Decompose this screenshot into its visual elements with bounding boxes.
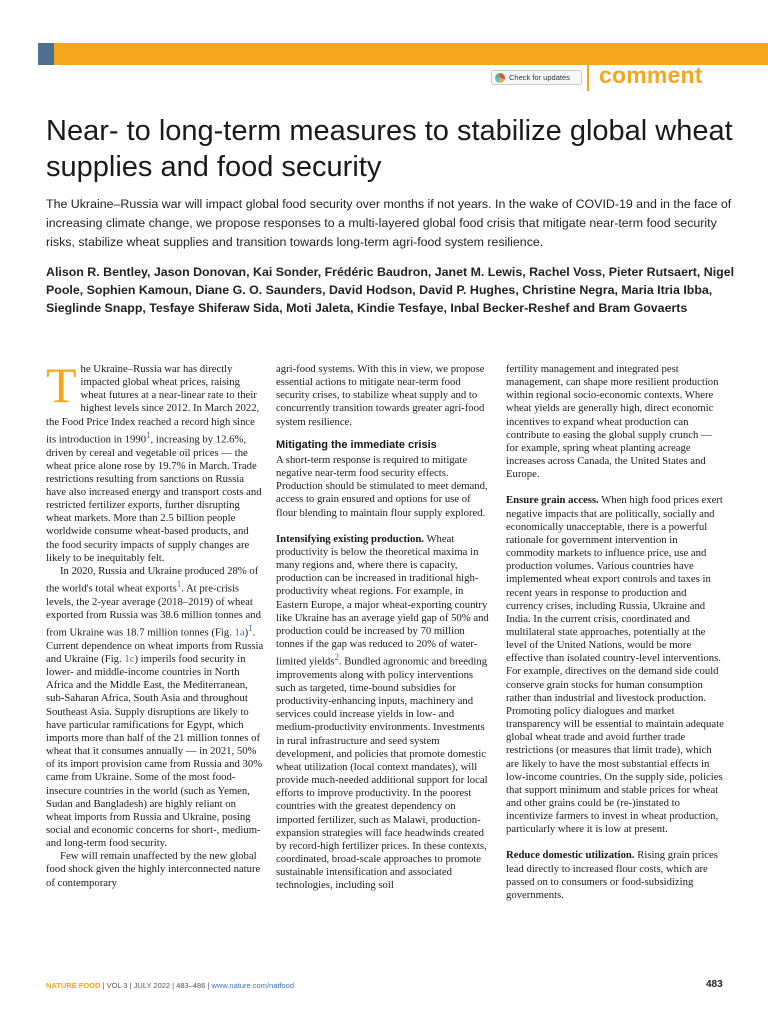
text-run: In 2020, Russia and Ukraine produced 28% of the world's total wheat exports: [46, 564, 259, 595]
section-label: comment: [599, 62, 703, 88]
text-run: ) imperils food security in lower- and middle-income countries in North Africa and the Middle East, the Mediterranean, sub-Saharan Africa, South Asia and throughout Southeast Asia. Supply disruptions are likely to have particular ramifications for Egypt, which imports more than half of the 21 million tonnes of wheat that it consumes annually — in 2021, 50% of its import provision came from Russia and 30% came from Ukraine. Some of the most food-insecure countries in the world (such as Yemen, Sudan and Bangladesh) are highly reliant on wheat imports from Russia and Ukraine, posing social and economic concerns for short-, medium- and long-term food security.: [46, 652, 263, 850]
author-list: Alison R. Bentley, Jason Donovan, Kai Sonder, Frédéric Baudron, Janet M. Lewis, Rachel Voss, Pieter Rutsaert, Nigel Poole, Sophien Kamoun, Diane G. O. Saunders, David Hodson, David P. Hughes, Christine Negra, Maria Itria Ibba, Sieglinde Snapp, Tesfaye Shiferaw Sida, Moti Jaleta, Kindie Tesfaye, Inbal Becker-Reshef and Bram Govaerts: [46, 265, 735, 315]
text-run: . Current dependence on wheat imports from Russia and Ukraine (Fig.: [46, 626, 264, 665]
text-run: . Bundled agronomic and breeding improvements along with policy interventions such as targeted, time-bound subsidies for productivity-enhancing inputs, machinery and services could increase yields in low- and medium-productivity environments. Investments in rural infrastructure and seed system development, and policies that promote domestic wheat utilization (local context mandates), will provide much-needed additional support for local efforts to improve productivity. In the poorest countries with the greatest dependency on imported fertilizer, such as Malawi, production-expansion strategies will face headwinds created by record-high fertilizer prices. In these contexts, coordinated, broad-scale approaches to promote sustainable intensification and associated technologies, including soil: [276, 655, 488, 892]
text-run: he Ukraine–Russia war has directly impacted global wheat prices, raising wheat futures at a near-linear rate to their highest levels since 2012. In March 2022, the Food Price Index reached a record high since its introduction in 1990: [46, 363, 260, 446]
reference-link[interactable]: 2: [334, 652, 339, 663]
page-number: 483: [706, 979, 723, 990]
journal-url-link[interactable]: www.nature.com/natfood: [211, 981, 295, 990]
run-in-heading: Reduce domestic utilization.: [506, 849, 635, 862]
journal-name: NATURE FOOD: [46, 981, 101, 990]
reference-link[interactable]: 1: [146, 429, 151, 440]
section-heading: Mitigating the immediate crisis: [276, 438, 437, 451]
paragraph: fertility management and integrated pest management, can shape more resilient production within regional socio-economic contexts. Where wheat yields are generally high, direct economic incentives to expand wheat production can contribute to easing the global supply crunch — for example, spring wheat planting acreage increases across Canada, the United States and Europe.: [506, 363, 719, 481]
crossmark-icon: [495, 73, 505, 83]
reference-link[interactable]: 1: [248, 623, 253, 634]
drop-cap: T: [46, 357, 77, 413]
paragraph: Few will remain unaffected by the new global food shock given the highly interconnected nature of contemporary: [46, 850, 261, 889]
paragraph: agri-food systems. With this in view, we propose essential actions to mitigate near-term food security crises, to stabilize wheat supply and to concurrently transition towards greater agri-food system resilience.: [276, 363, 485, 428]
article-title: Near- to long-term measures to stabilize global wheat supplies and food security: [46, 115, 733, 183]
body-column-2: [276, 363, 494, 893]
run-in-heading: Intensifying existing production.: [276, 532, 424, 545]
paragraph: [46, 565, 264, 850]
figure-link[interactable]: 1a: [234, 626, 245, 639]
reference-link[interactable]: 1: [176, 579, 182, 590]
text-run: When high food prices exert negative impacts that are politically, socially and economically unacceptable, there is a powerful rationale for government intervention in commodity markets to influence price, use and production volumes. Various countries have implemented wheat export controls and taxes in recent years in response to production and currency crises, including Russia, Ukraine and India. In the current crisis, coordinated and multilateral state approaches, potentially at the level of the United Nations, would be more effective than isolated country-level interventions. For example, directives on the demand side could conserve grain stocks for human consumption rather than industrial and livestock production. Promoting policy dialogues and market transparency will be essential to maintain adequate global wheat trade and avoid further trade restrictions (or measures that limit trade), which are likely to have the most substantial effects in low-income countries. On the supply side, policies that support minimum and stable prices for wheat and other grains could be (re-)instated to incentivize farmers to invest in wheat production, particularly where it is low at present.: [506, 494, 724, 836]
figure-link[interactable]: 1c: [124, 652, 135, 665]
header-accent-square: [38, 43, 54, 65]
body-column-1: [46, 357, 264, 890]
check-for-updates-label: Check for updates: [509, 73, 570, 82]
paragraph: [506, 494, 724, 836]
text-run: Wheat productivity is below the theoretical maxima in many regions and, where there is capacity, production can be increased in traditional high-productivity wheat regions. For example, in Eastern Europe, a major wheat-exporting country like Ukraine has an average yield gap of 50% and production could be increased by 70 million tonnes if the gap was reduced to 20% of water-limited yields: [276, 532, 489, 668]
paragraph: [46, 357, 264, 565]
run-in-heading: Ensure grain access.: [506, 494, 599, 507]
check-for-updates-button[interactable]: [491, 70, 582, 85]
header-divider: [587, 65, 589, 91]
text-run: ): [244, 626, 249, 639]
text-run: , increasing by 12.6%, driven by cereal and vegetable oil prices — the wheat price alone rose by 19.7% in March. Trade restrictions resulting from sanctions on Russia have also increased energy and transport costs and restricted fertilizer exports, further disrupting wheat markets. More than 2.5 billion people worldwide consume wheat-based products, and the food security impacts of supply changes are likely to be inequitably felt.: [46, 433, 262, 564]
paragraph: A short-term response is required to mitigate negative near-term food security effects. Production should be stimulated to meet demand, access to grain ensured and options for use of flour blending to maintain flour supply explored.: [276, 453, 488, 519]
text-run: . At pre-crisis levels, the 2-year average (2018–2019) of wheat exported from Russia was 38.6 million tonnes and from Ukraine was 18.7 million tonnes (Fig.: [46, 582, 261, 639]
text-run: Rising grain prices lead directly to increased flour costs, which are passed on to consumers or food-subsidizing governments.: [506, 849, 718, 901]
paragraph: [276, 533, 494, 893]
issue-details: | VOL 3 | JULY 2022 | 483–486 |: [100, 981, 212, 990]
paragraph: [506, 849, 724, 902]
body-column-3: [506, 363, 724, 902]
standfirst: The Ukraine–Russia war will impact global food security over months if not years. In the wake of COVID-19 and in the face of increasing climate change, we propose responses to a multi-layered global food crisis that mitigate near-term food security risks, stabilize wheat supplies and transition towards long-term agri-food system resilience.: [46, 197, 732, 249]
page-footer: [46, 981, 294, 990]
